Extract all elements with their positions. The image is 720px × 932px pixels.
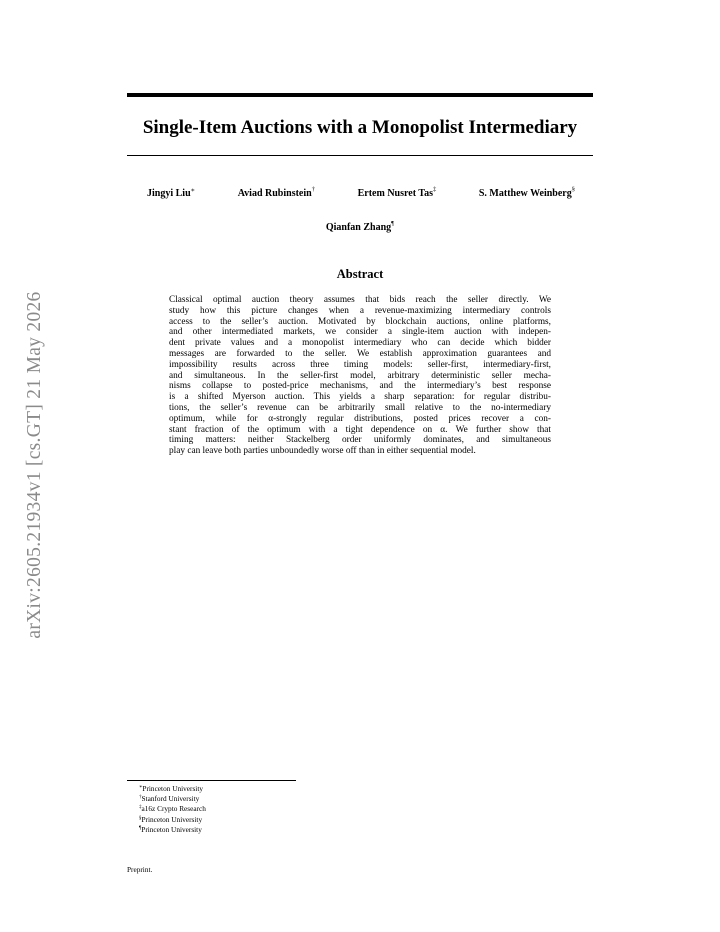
abstract-line: dent private values and a monopolist intermediary who can decide which bidder — [169, 338, 551, 349]
title-bottom-rule — [127, 155, 593, 156]
paper-title: Single-Item Auctions with a Monopolist Intermediary — [142, 117, 578, 138]
abstract-line: tions, the seller’s revenue can be arbitrarily small relative to the no-intermediary — [169, 402, 551, 413]
footnotes — [139, 784, 206, 835]
author-name: Jingyi Liu∗ — [147, 187, 196, 199]
abstract-line: access to the seller’s auction. Motivated by blockchain auctions, online platforms, — [169, 316, 551, 327]
footnote: ¶Princeton University — [139, 824, 202, 834]
abstract-line: optimum, while for α-strongly regular distributions, posted prices recover a con- — [169, 413, 551, 424]
footnote: ∗Princeton University — [139, 784, 204, 793]
abstract-text — [169, 295, 551, 457]
abstract-line: impossibility results across three timing models: seller-first, intermediary-first, — [169, 359, 551, 370]
abstract-line: stant fraction of the optimum with a tight dependence on α. We further show that — [169, 424, 551, 435]
footnote: §Princeton University — [139, 814, 203, 824]
abstract-line: nisms collapse to posted-price mechanisms, and the intermediary’s best response — [169, 381, 551, 392]
abstract-line: messages are forwarded to the seller. We establish approximation guarantees and — [169, 348, 551, 359]
author-list — [127, 188, 593, 199]
abstract-line: Classical optimal auction theory assumes that bids reach the seller directly. We — [169, 295, 551, 305]
author-name: Ertem Nusret Tas‡ — [357, 186, 437, 199]
preprint-label: Preprint. — [127, 865, 153, 874]
arxiv-identifier: arXiv:2605.21934v1 [cs.GT] 21 May 2026 — [24, 291, 45, 639]
abstract-line: play can leave both parties unboundedly worse off than in either sequential model. — [169, 446, 476, 457]
abstract-line: is a shifted Myerson auction. This yields a sharp separation: for regular distribu- — [169, 392, 551, 403]
footnote: ‡a16z Crypto Research — [139, 804, 206, 814]
author-name: Aviad Rubinstein† — [237, 186, 315, 199]
author-name: S. Matthew Weinberg§ — [478, 186, 575, 199]
abstract-line: and simultaneous. In the seller-first model, arbitrary deterministic seller mecha- — [169, 370, 551, 381]
abstract-line: timing matters: neither Stackelberg order uniformly dominates, and simultaneous — [169, 435, 551, 446]
author-name: Qianfan Zhang¶ — [325, 220, 395, 233]
abstract-line: study how this picture changes when a revenue-maximizing intermediary controls — [169, 305, 551, 316]
footnote: †Stanford University — [139, 794, 200, 804]
abstract-line: and other intermediated markets, we consider a single-item auction with indepen- — [169, 327, 551, 338]
title-top-rule — [127, 93, 593, 97]
footnote-rule — [127, 780, 296, 781]
abstract-heading: Abstract — [336, 267, 384, 281]
